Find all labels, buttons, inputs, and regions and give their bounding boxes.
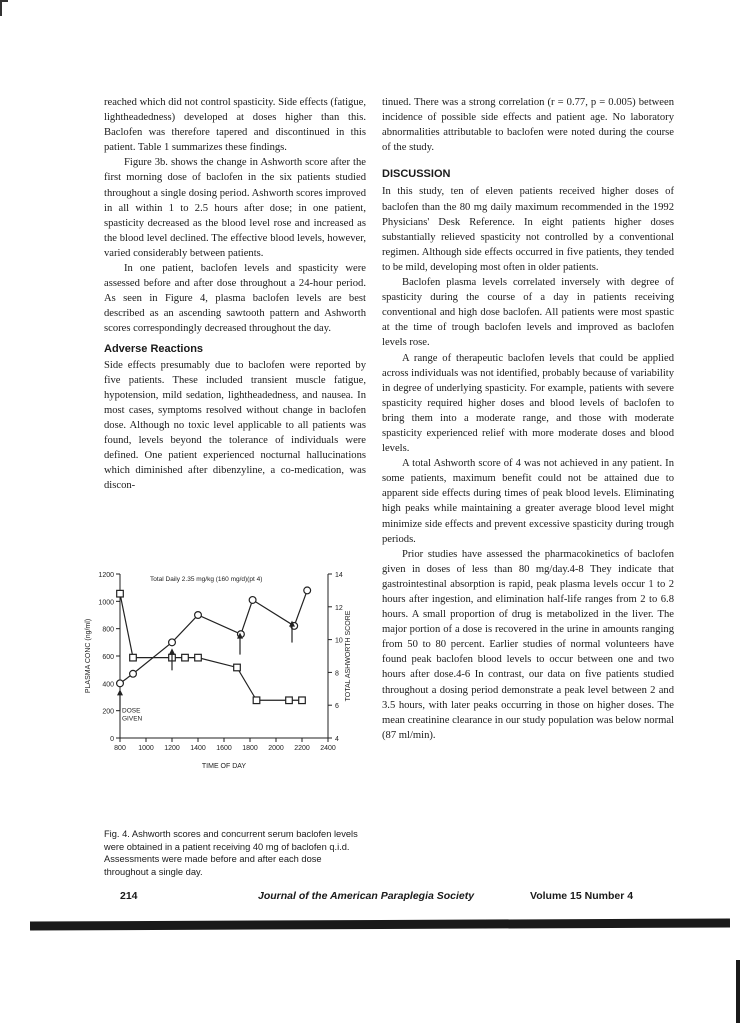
journal-name: Journal of the American Paraplegia Society [258,890,475,902]
body-paragraph: A range of therapeutic baclofen levels that could be applied across individuals was not identified, probably because of variability in degree of underlying spasticity. For example, patients with severe spasticity required higher doses and blood levels of baclofen to bring them into a moderate range, and those with moderate spasticity experienced relief with more moderate doses and blood levels. [382,352,674,455]
ashworth-point [253,697,260,704]
plasma-point [117,680,124,687]
x-tick-label: 2400 [320,745,336,752]
y-tick-label: 200 [102,708,114,716]
left-column [104,95,366,493]
y2-tick-label: 6 [335,703,339,711]
y2-axis-label: TOTAL ASHWORTH SCORE [345,610,352,702]
scan-edge-mark [736,960,740,1023]
dose-arrow-head [117,689,123,695]
ashworth-point [117,590,124,597]
y-tick-label: 1200 [98,572,114,579]
body-paragraph: Figure 3b. shows the change in Ashworth score after the first morning dose of baclofen in the six patients studied throughout a single dosing period. Ashworth scores improved in all within 1 to 2.5 hours after dose; in one patient, spasticity decreased as the blood level rose and increased as the blood level declined. The effective blood levels, however, varied considerably between patients. [104,157,366,259]
ashworth-point [182,654,189,661]
scan-corner-mark [0,0,8,16]
plasma-point [169,639,176,646]
y2-tick-label: 4 [335,736,339,743]
plasma-point [249,597,256,604]
x-tick-label: 1200 [164,745,180,752]
page-number: 214 [120,890,138,902]
ashworth-point [130,654,137,661]
body-paragraph: Side effects presumably due to baclofen were reported by five patients. These included transient muscle fatigue, hypotension, mild sedation, lightheadedness, and nausea. In most cases, symptoms resolved without change in baclofen dose. Although no toxic level applicable to all patients was found, levels beyond the tolerance of individuals were defined. One patient experienced nocturnal hallucinations which diminished after dibenzyline, a co-medication, was discon- [104,359,366,492]
ashworth-line [120,594,302,701]
figure-caption: Fig. 4. Ashworth scores and concurrent serum baclofen levels were obtained in a patient receiving 40 mg of baclofen q.i.d. Assessments were made before and after each dose throughout a single day. [104,829,358,877]
dose-label: GIVEN [122,715,143,723]
body-paragraph: Baclofen plasma levels correlated inversely with degree of spasticity during the course of a day in patients receiving conventional and high dose baclofen. All patients were most spastic at the time of trough baclofen levels and improved as baclofen levels rose. [382,277,674,349]
body-paragraph: In this study, ten of eleven patients received higher doses of baclofen than the 80 mg daily maximum recommended in the 1992 Physicians' Desk Reference. In eight patients higher doses substantially relieved spasticity not controlled by a conventional regimen. Although side effects occurred in five patients, they tended to be mild, developing most often in older patients. [382,186,674,273]
plasma-point [304,587,311,594]
figure-4 [60,562,370,780]
x-axis-label: TIME OF DAY [201,763,247,770]
right-column [382,95,674,743]
x-tick-label: 1800 [242,745,258,752]
dose-arrow-head [169,648,175,654]
body-paragraph: tinued. There was a strong correlation (r = 0.77, p = 0.005) between incidence of possible side effects and patient age. No laboratory abnormalities attributable to baclofen were noted during the course of the study. [382,97,674,154]
chart [60,562,370,780]
y-tick-label: 0 [110,736,114,743]
x-tick-label: 1000 [138,745,154,752]
ashworth-point [234,664,241,671]
y2-tick-label: 8 [335,670,339,678]
x-tick-label: 2200 [294,745,310,752]
scan-border-band [30,918,730,930]
y-tick-label: 1000 [98,599,114,607]
x-tick-label: 800 [114,745,126,752]
y-tick-label: 800 [102,626,114,634]
volume-info: Volume 15 Number 4 [530,890,634,902]
x-tick-label: 1400 [190,745,206,752]
plasma-line [120,590,307,683]
x-tick-label: 1600 [216,745,232,752]
y-axis-label: PLASMA CONC (ng/ml) [85,618,92,694]
body-paragraph: In one patient, baclofen levels and spasticity were assessed before and after dose throughout a 24-hour period. As seen in Figure 4, plasma baclofen levels are best described as an ascending sawtooth pattern and Ashworth scores correspondingly decreased throughout the day. [104,263,366,335]
ashworth-point [195,654,202,661]
section-heading: Adverse Reactions [104,342,204,355]
plasma-point [195,612,202,619]
ashworth-point [286,697,293,704]
y2-tick-label: 10 [335,637,343,645]
plasma-point [130,670,137,677]
body-paragraph: A total Ashworth score of 4 was not achieved in any patient. In some patients, maximum benefit could not be attained due to apparent side effects during times of peak blood levels. Eliminating high peaks while maintaining a greater average blood level might minimize side effects and prevent excessive spasticity during trough periods. [382,458,674,545]
ashworth-point [299,697,306,704]
body-paragraph: reached which did not control spasticity. Side effects (fatigue, lightheadedness) developed at doses higher than this. Baclofen was therefore tapered and discontinued in this patient. Table 1 summarizes these findings. [104,97,366,154]
body-paragraph: Prior studies have assessed the pharmacokinetics of baclofen given in doses of less than 80 mg/day.4-8 They indicate that gastrointestinal absorption is rapid, peak plasma levels occur 1 to 2 hours after ingestion, and elimination half-life ranges from 2 to 6.8 hours. A small proportion of drug is metabolized in the liver. The major portion of a dose is recovered in the urine in amounts ranging from 50 to 80 percent. Earlier studies of normal volunteers have found peak baclofen blood levels to occur between one and two hours after dose.4-6 In contrast, our data on five patients studied throughout a dosing period demonstrate a peak level between 2 and 3.5 hours, with later peaks occurring in those on higher doses. The mean creatinine clearance in our study population was below normal (87 ml/min). [382,548,674,741]
y-tick-label: 600 [102,654,114,661]
y-tick-label: 400 [102,681,114,689]
chart-title: Total Daily 2.35 mg/kg (160 mg/d)(pt 4) [150,576,263,583]
y2-tick-label: 12 [335,604,343,612]
x-tick-label: 2000 [268,745,284,752]
y2-tick-label: 14 [335,572,343,579]
section-heading: DISCUSSION [382,168,451,181]
dose-label: DOSE [122,707,141,715]
